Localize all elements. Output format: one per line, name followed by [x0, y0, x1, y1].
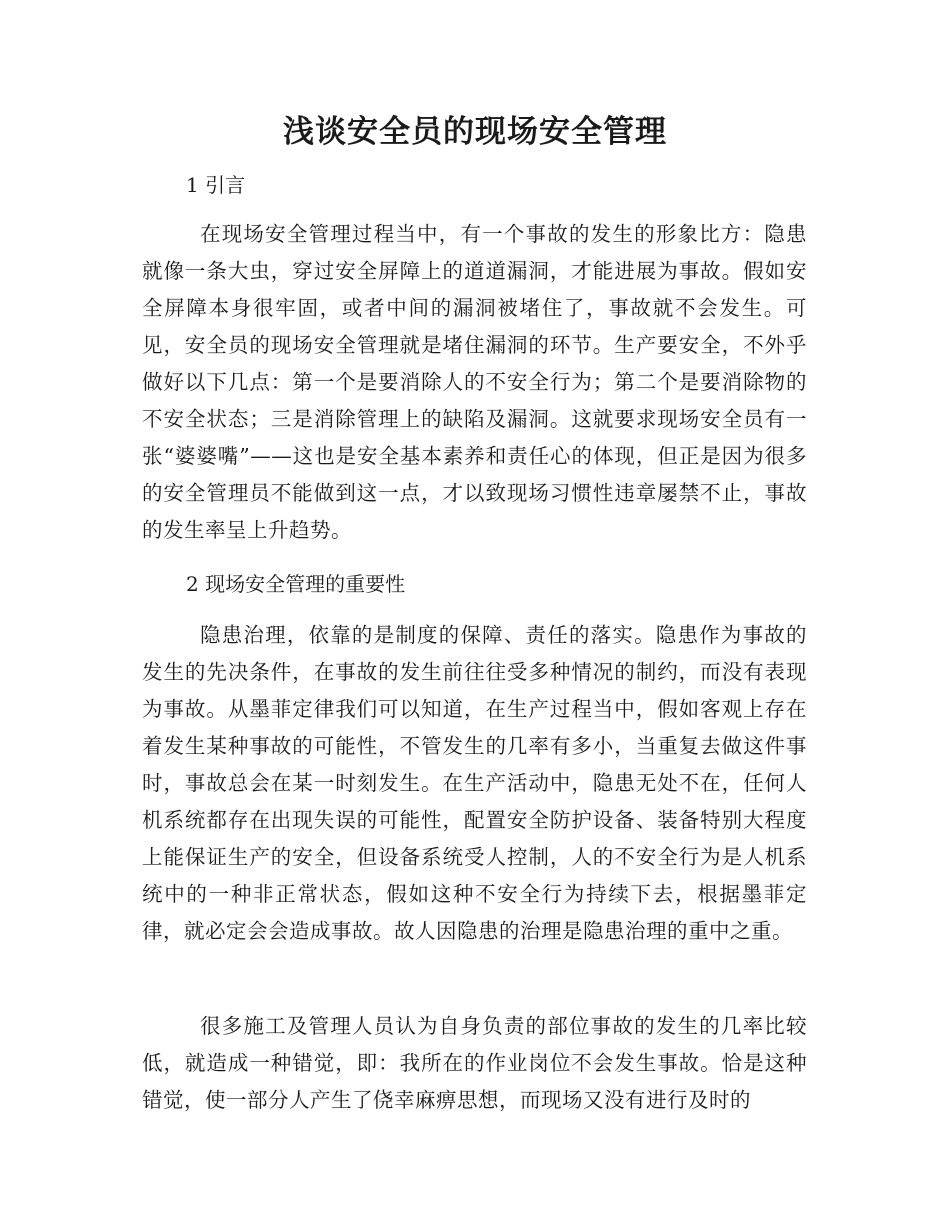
paragraph-introduction: 在现场安全管理过程当中，有一个事故的发生的形象比方：隐患就像一条大虫，穿过安全屏障上的道道漏洞，才能进展为事故。假如安全屏障本身很牢固，或者中间的漏洞被堵住了，事故就不会发生。可见，安全员的现场安全管理就是堵住漏洞的环节。生产要安全，不外乎做好以下几点：第一个是要消除人的不安全行为；第二个是要消除物的不安全状态；三是消除管理上的缺陷及漏洞。这就要求现场安全员有一张“婆婆嘴”——这也是安全基本素养和责任心的体现，但正是因为很多的安全管理员不能做到这一点，才以致现场习惯性违章屡禁不止，事故的发生率呈上升趋势。	[142, 222, 807, 542]
paragraph-hazard-management: 隐患治理，依靠的是制度的保障、责任的落实。隐患作为事故的发生的先决条件，在事故的发生前往往受多种情况的制约，而没有表现为事故。从墨菲定律我们可以知道，在生产过程当中，假如客观上存在着发生某种事故的可能性，不管发生的几率有多小，当重复去做这件事时，事故总会在某一时刻发生。在生产活动中，隐患无处不在，任何人机系统都存在出现失误的可能性，配置安全防护设备、装备特别大程度上能保证生产的安全，但设备系统受人控制，人的不安全行为是人机系统中的一种非正常状态，假如这种不安全行为持续下去，根据墨菲定律，就必定会会造成事故。故人因隐患的治理是隐患治理的重中之重。	[142, 623, 807, 943]
paragraph-misperception: 很多施工及管理人员认为自身负责的部位事故的发生的几率比较低，就造成一种错觉，即：我所在的作业岗位不会发生事故。恰是这种错觉，使一部分人产生了侥幸麻痹思想，而现场又没有进行及时的	[142, 1014, 807, 1112]
section-heading-importance: 2 现场安全管理的重要性	[186, 572, 406, 596]
document-title: 浅谈安全员的现场安全管理	[283, 114, 667, 150]
section-heading-introduction: 1 引言	[186, 173, 246, 197]
